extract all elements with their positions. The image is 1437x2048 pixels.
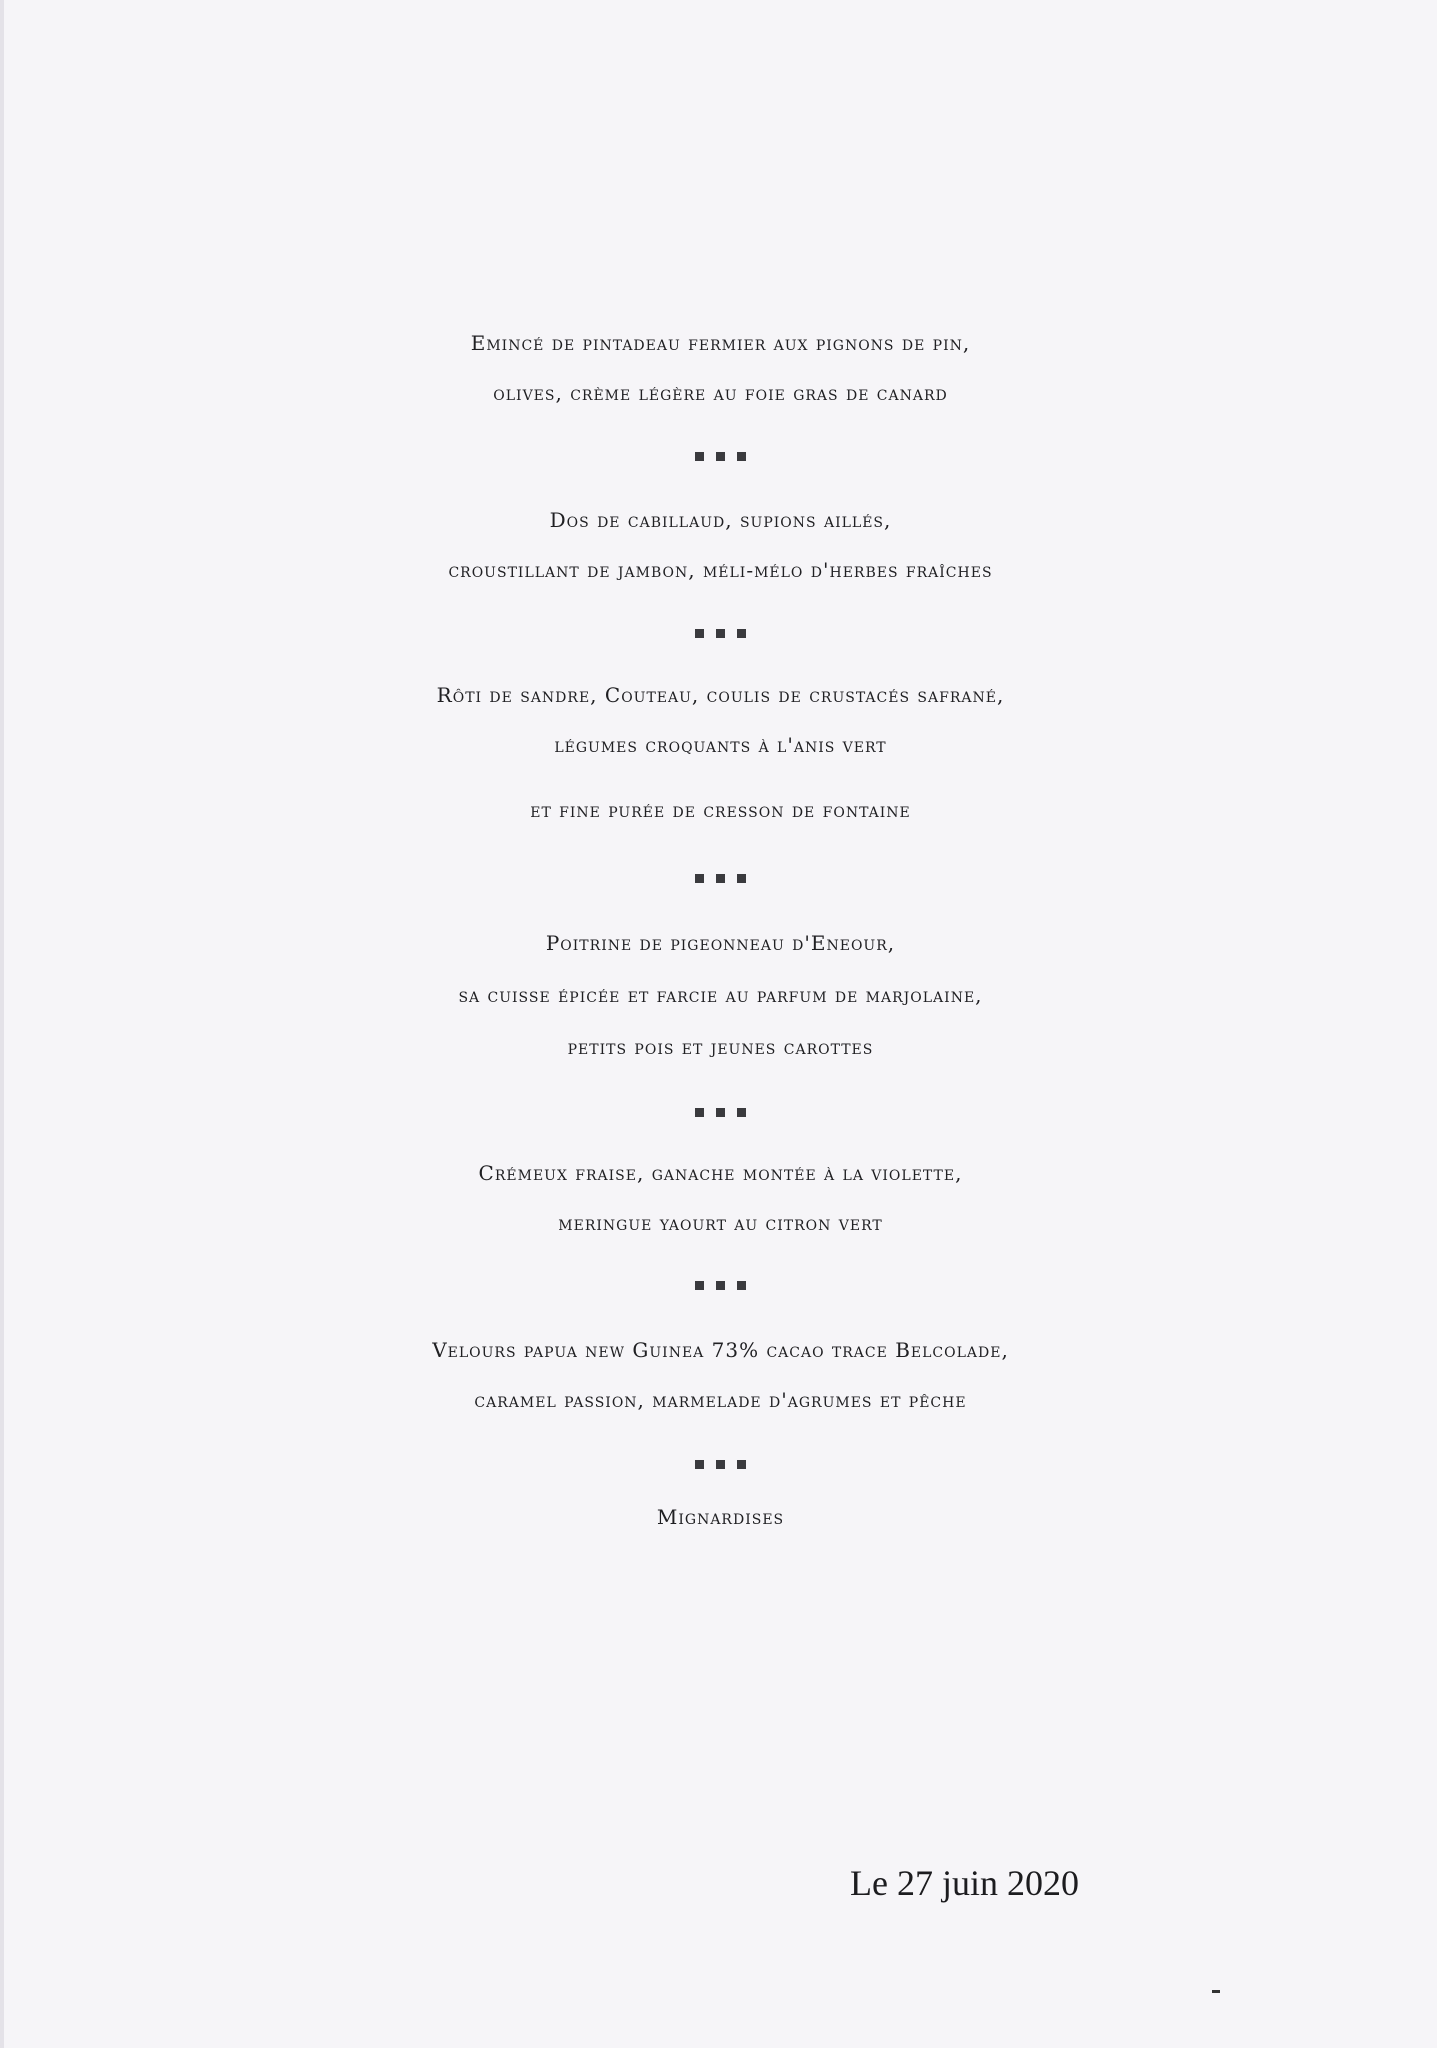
course-3-line-1: Rôti de sandre, Couteau, coulis de crustacés safrané, [436,683,1005,707]
course-6-line-2: caramel passion, marmelade d'agrumes et pêche [474,1388,967,1412]
course-5-line-2: meringue yaourt au citron vert [558,1211,883,1235]
course-2-line-1: Dos de cabillaud, supions aillés, [549,508,892,532]
course-3-line-3: et fine purée de cresson de fontaine [530,798,911,822]
course-1-line-1: Emincé de pintadeau fermier aux pignons de pin, [470,331,971,355]
separator-3 [4,874,1437,888]
separator-1 [4,452,1437,466]
course-4-line-3: petits pois et jeunes carottes [567,1035,874,1059]
course-4-line-1: Poitrine de pigeonneau d'Eneour, [545,931,896,955]
course-1-line-2: olives, crème légère au foie gras de canard [493,381,948,405]
separator-5 [4,1281,1437,1295]
separator-4 [4,1108,1437,1122]
course-4-line-2: sa cuisse épicée et farcie au parfum de marjolaine, [458,983,983,1007]
course-2-line-2: croustillant de jambon, méli-mélo d'herbes fraîches [448,558,993,582]
course-7-line-1: Mignardises [656,1505,785,1529]
print-mark [1212,1990,1220,1993]
separator-2 [4,629,1437,643]
separator-6 [4,1460,1437,1474]
menu-date: Le 27 juin 2020 [850,1863,1079,1903]
course-3-line-2: légumes croquants à l'anis vert [554,733,887,757]
course-6-line-1: Velours papua new Guinea 73% cacao trace Belcolade, [432,1338,1009,1362]
course-5-line-1: Crémeux fraise, ganache montée à la violette, [478,1161,963,1185]
